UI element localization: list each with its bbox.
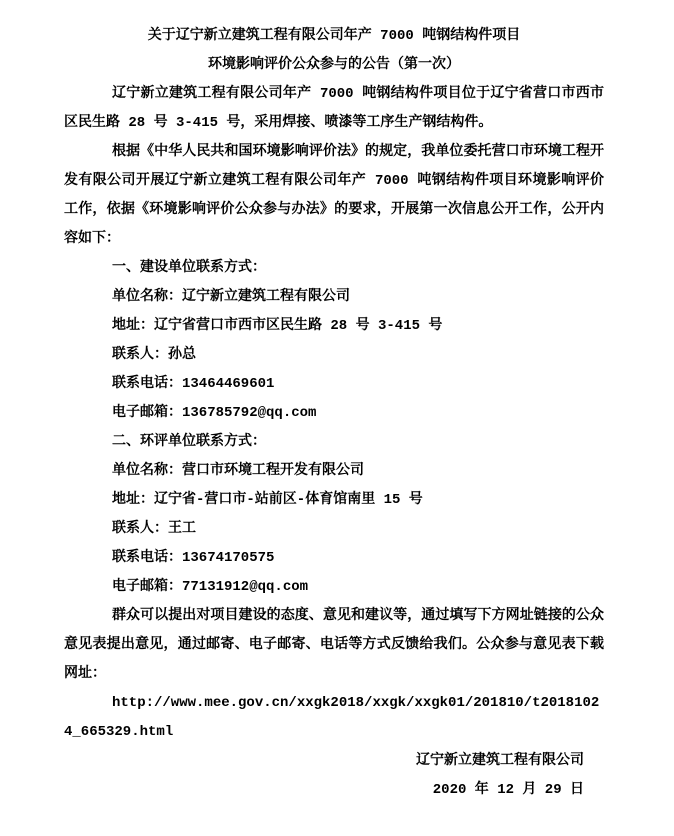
doc-title-line-2: 环境影响评价公众参与的公告（第一次） xyxy=(208,57,460,73)
download-url-line: http://www.mee.gov.cn/xxgk2018/xxgk/xxgk01/201810/t20181024_665329.html xyxy=(64,695,600,740)
signature-date-line: 2020 年 12 月 29 日 xyxy=(432,782,584,798)
construction-unit-phone-line: 联系电话：13464469601 xyxy=(112,376,275,392)
construction-unit-name-line: 单位名称：辽宁新立建筑工程有限公司 xyxy=(112,289,350,305)
construction-unit-email-line: 电子邮箱：136785792@qq.com xyxy=(112,405,317,421)
construction-unit-address-line: 地址：辽宁省营口市西市区民生路 28 号 3-415 号 xyxy=(112,318,443,334)
public-feedback-paragraph: 群众可以提出对项目建设的态度、意见和建议等，通过填写下方网址链接的公众意见表提出意见，通过邮寄、电子邮寄、电话等方式反馈给我们。公众参与意见表下载网址： xyxy=(64,608,604,682)
eia-unit-phone-line: 联系电话：13674170575 xyxy=(112,550,275,566)
section-1-heading: 一、建设单位联系方式： xyxy=(112,260,266,276)
signature-block xyxy=(64,747,604,805)
eia-unit-name-line: 单位名称：营口市环境工程开发有限公司 xyxy=(112,463,364,479)
doc-title-line-1: 关于辽宁新立建筑工程有限公司年产 7000 吨钢结构件项目 xyxy=(147,28,521,44)
eia-unit-contact-line: 联系人：王工 xyxy=(112,521,196,537)
eia-unit-email-line: 电子邮箱：77131912@qq.com xyxy=(112,579,309,595)
project-intro-paragraph: 辽宁新立建筑工程有限公司年产 7000 吨钢结构件项目位于辽宁省营口市西市区民生路 28 号 3-415 号，采用焊接、喷漆等工序生产钢结构件。 xyxy=(64,86,604,131)
signature-company-line: 辽宁新立建筑工程有限公司 xyxy=(416,753,584,769)
eia-unit-address-line: 地址：辽宁省-营口市-站前区-体育馆南里 15 号 xyxy=(112,492,423,508)
construction-unit-contact-line: 联系人：孙总 xyxy=(112,347,196,363)
legal-basis-paragraph: 根据《中华人民共和国环境影响评价法》的规定，我单位委托营口市环境工程开发有限公司开展辽宁新立建筑工程有限公司年产 7000 吨钢结构件项目环境影响评价工作，依据《环境影响评价公众参与办法》的要求，开展第一次信息公开工作，公开内容如下： xyxy=(64,144,604,247)
section-2-heading: 二、环评单位联系方式： xyxy=(112,434,266,450)
